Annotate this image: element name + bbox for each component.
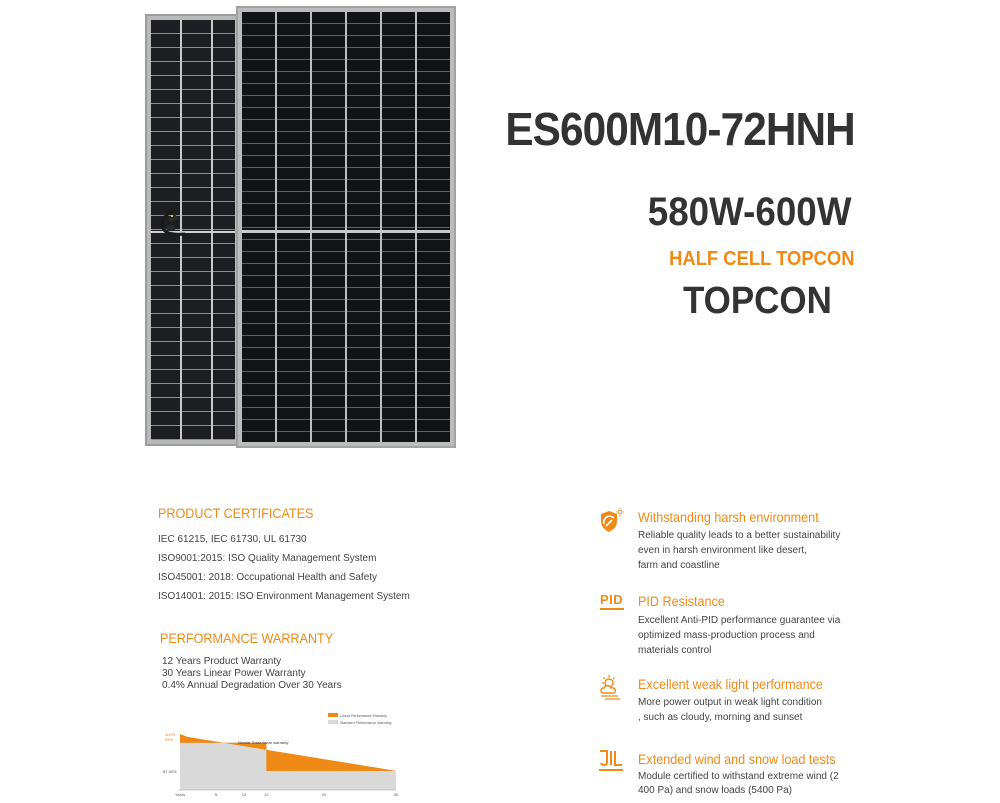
feature-description: Reliable quality leads to a better sustainability (638, 530, 841, 541)
feature-title: Excellent weak light performance (638, 676, 823, 692)
power-range: 580W-600W (648, 190, 852, 234)
feature-description: More power output in weak light condition (638, 697, 822, 708)
y-tick-label: 87.40% (163, 768, 177, 774)
feature-title: PID Resistance (638, 593, 725, 609)
certificate-item: ISO14001: 2015: ISO Environment Management System (158, 591, 410, 602)
warranty-item: 0.4% Annual Degradation Over 30 Years (162, 680, 342, 691)
feature-description: , such as cloudy, morning and sunset (638, 712, 803, 723)
feature-description: Module certified to withstand extreme wind (2 (638, 771, 839, 782)
feature-description: materials control (638, 645, 712, 656)
legend-label: Linear Performance Warranty (340, 714, 388, 718)
pid-icon (600, 592, 626, 616)
cloud-sun-icon (598, 674, 624, 700)
y-tick-label: 99% (165, 736, 174, 742)
pid-icon-text: PID (600, 592, 624, 607)
feature-description: even in harsh environment like desert, (638, 545, 807, 556)
feature-title: Withstanding harsh environment (638, 509, 819, 525)
y-tick-label: 100% (165, 732, 176, 737)
certificate-item: ISO45001: 2018: Occupational Health and Safety (158, 572, 378, 583)
warranty-title: PERFORMANCE WARRANTY (160, 630, 334, 646)
feature-description: Excellent Anti-PID performance guarantee via (638, 615, 841, 626)
feature-description: optimized mass-production process and (638, 630, 815, 641)
wind-load-icon (598, 748, 624, 774)
legend-swatch-linear (328, 713, 338, 717)
feature-title: Extended wind and snow load tests (638, 751, 836, 767)
technology-label: TOPCON (683, 280, 832, 322)
chart-annotation: Nivmar Solar linear warranty (238, 740, 289, 745)
x-tick-label: 10 (241, 792, 247, 797)
x-tick-label: 5 (214, 792, 218, 797)
warranty-item: 30 Years Linear Power Warranty (162, 668, 306, 679)
feature-description: 400 Pa) and snow loads (5400 Pa) (638, 785, 792, 796)
junction-cable-icon (155, 208, 189, 238)
certificate-item: ISO9001:2015: ISO Quality Management System (158, 553, 377, 564)
cell-type-label: HALF CELL TOPCON (668, 248, 854, 270)
x-tick-label: 20 (321, 792, 327, 797)
warranty-chart (160, 708, 405, 798)
certificates-title: PRODUCT CERTIFICATES (158, 505, 314, 521)
feature-description: farm and coastline (638, 560, 720, 571)
model-name: ES600M10-72HNH (505, 103, 855, 155)
legend-label: Standard Performance Warranty (340, 721, 392, 725)
x-axis-label: Years (175, 792, 186, 797)
shield-sun-icon (598, 508, 624, 534)
legend-swatch-standard (328, 720, 338, 724)
solar-panel-front-image (236, 6, 456, 448)
certificate-item: IEC 61215, IEC 61730, UL 61730 (158, 534, 307, 545)
warranty-item: 12 Years Product Warranty (162, 656, 282, 667)
x-tick-label: 30 (393, 792, 399, 797)
warranty-chart-svg (160, 708, 405, 798)
x-tick-label: 12 (264, 792, 269, 797)
